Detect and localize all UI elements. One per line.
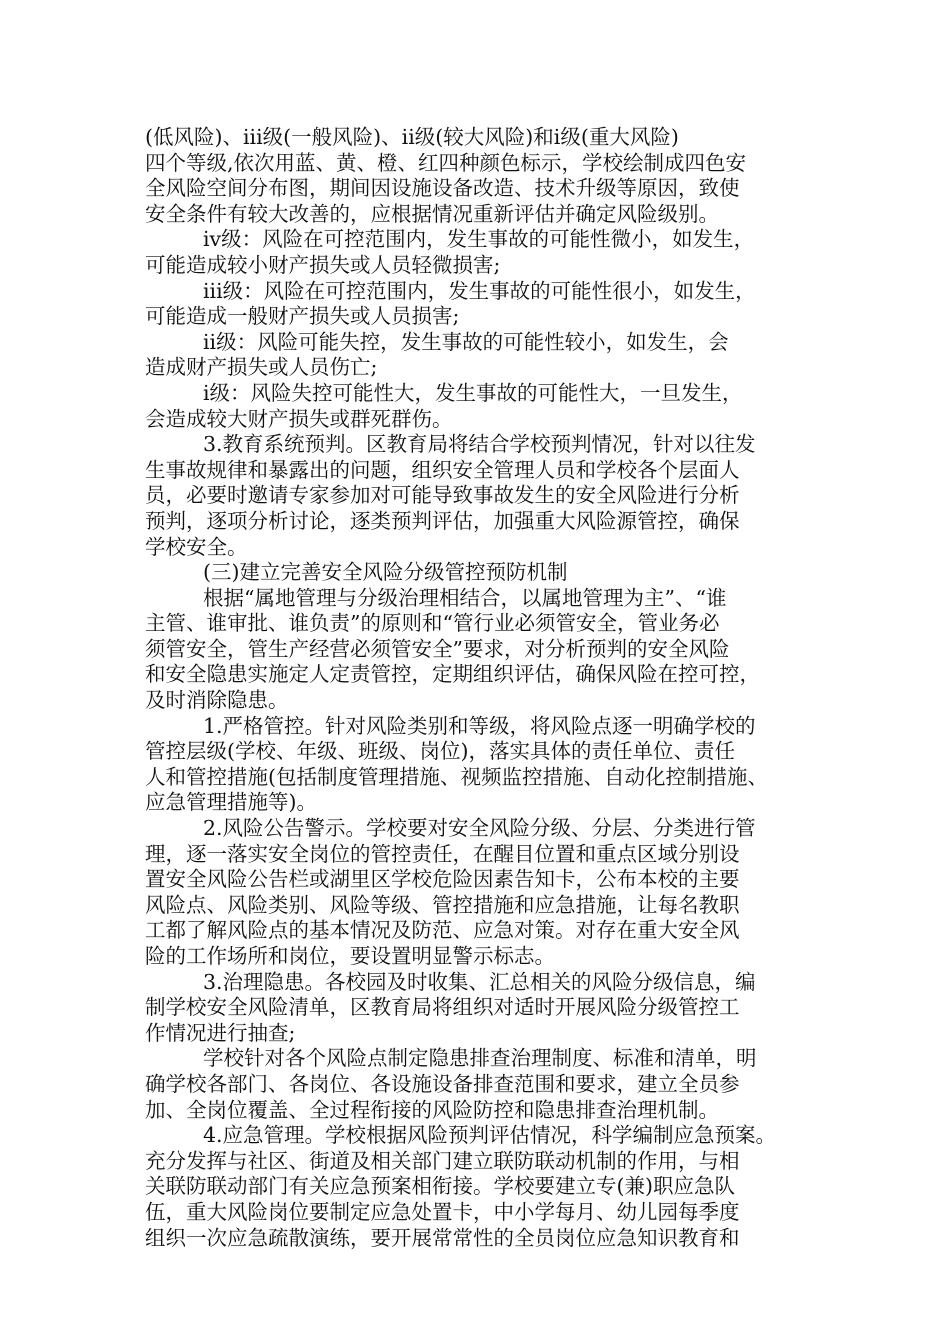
text-line: 可能造成一般财产损失或人员损害; [145, 304, 460, 329]
text-line: 会造成较大财产损失或群死群伤。 [145, 406, 453, 431]
text-line: 置安全风险公告栏或湖里区学校危险因素告知卡，公布本校的主要 [145, 867, 740, 892]
text-line: 造成财产损失或人员伤亡; [145, 355, 378, 380]
text-line: 3.治理隐患。各校园及时收集、汇总相关的风险分级信息，编 [203, 969, 756, 994]
text-line: iv级：风险在可控范围内，发生事故的可能性微小，如发生， [203, 227, 755, 252]
text-line: 加、全岗位覆盖、全过程衔接的风险防控和隐患排查治理机制。 [145, 1097, 719, 1122]
text-line: 和安全隐患实施定人定责管控，定期组织评估，确保风险在控可控， [145, 662, 760, 687]
text-line: 可能造成较小财产损失或人员轻微损害; [145, 252, 501, 277]
text-line: i级：风险失控可能性大，发生事故的可能性大，一旦发生， [203, 380, 743, 405]
text-line: (低风险)、iii级(一般风险)、ii级(较大风险)和i级(重大风险) [145, 125, 679, 149]
text-line: 险的工作场所和岗位，要设置明显警示标志。 [145, 944, 555, 968]
text-line: 根据“属地管理与分级治理相结合，以属地管理为主”、“谁 [203, 585, 727, 610]
text-line: 安全条件有较大改善的，应根据情况重新评估并确定风险级别。 [145, 201, 719, 226]
text-line: 预判，逐项分析讨论，逐类预判评估，加强重大风险源管控，确保 [145, 508, 740, 533]
text-line: 理，逐一落实安全岗位的管控责任，在醒目位置和重点区域分别设 [145, 841, 740, 866]
text-line: 4.应急管理。学校根据风险预判评估情况，科学编制应急预案。 [203, 1123, 777, 1148]
text-line: 全风险空间分布图，期间因设施设备改造、技术升级等原因，致使 [145, 176, 740, 201]
text-line: 工都了解风险点的基本情况及防范、应急对策。对存在重大安全风 [145, 918, 740, 943]
text-line: 四个等级,依次用蓝、黄、橙、红四种颜色标示，学校绘制成四色安 [145, 150, 747, 175]
text-line: 员，必要时邀请专家参加对可能导致事故发生的安全风险进行分析 [145, 483, 740, 508]
text-line: 学校安全。 [145, 534, 248, 559]
text-line: ii级：风险可能失控，发生事故的可能性较小，如发生，会 [203, 329, 729, 354]
text-line: 充分发挥与社区、街道及相关部门建立联防联动机制的作用，与相 [145, 1148, 740, 1173]
text-line: 伍，重大风险岗位要制定应急处置卡，中小学每月、幼儿园每季度 [145, 1199, 740, 1224]
text-line: 应急管理措施等)。 [145, 790, 317, 815]
text-line: 组织一次应急疏散演练，要开展常常性的全员岗位应急知识教育和 [145, 1225, 740, 1250]
text-line: 作情况进行抽查; [145, 1020, 296, 1045]
text-line: 须管安全，管生产经营必须管安全”要求，对分析预判的安全风险 [145, 636, 730, 661]
text-line: 人和管控措施(包括制度管理措施、视频监控措施、自动化控制措施、 [145, 764, 768, 789]
text-line: (三)建立完善安全风险分级管控预防机制 [203, 560, 568, 585]
text-line: 关联防联动部门有关应急预案相衔接。学校要建立专(兼)职应急队 [145, 1174, 735, 1199]
text-line: iii级：风险在可控范围内，发生事故的可能性很小，如发生， [203, 278, 756, 303]
text-line: 3.教育系统预判。区教育局将结合学校预判情况，针对以往发 [203, 432, 756, 457]
text-line: 管控层级(学校、年级、班级、岗位)，落实具体的责任单位、责任 [145, 739, 735, 764]
text-line: 制学校安全风险清单，区教育局将组织对适时开展风险分级管控工 [145, 995, 740, 1020]
text-line: 1.严格管控。针对风险类别和等级，将风险点逐一明确学校的 [203, 713, 756, 738]
text-line: 主管、谁审批、谁负责”的原则和“管行业必须管安全，管业务必 [145, 611, 720, 636]
text-line: 确学校各部门、各岗位、各设施设备排查范围和要求，建立全员参 [145, 1071, 740, 1096]
text-line: 及时消除隐患。 [145, 688, 289, 713]
text-line: 2.风险公告警示。学校要对安全风险分级、分层、分类进行管 [203, 816, 756, 841]
text-line: 生事故规律和暴露出的问题，组织安全管理人员和学校各个层面人 [145, 457, 740, 482]
text-line: 风险点、风险类别、风险等级、管控措施和应急措施，让每名教职 [145, 892, 740, 917]
text-line: 学校针对各个风险点制定隐患排查治理制度、标准和清单，明 [203, 1046, 757, 1071]
document-body [145, 125, 825, 1251]
